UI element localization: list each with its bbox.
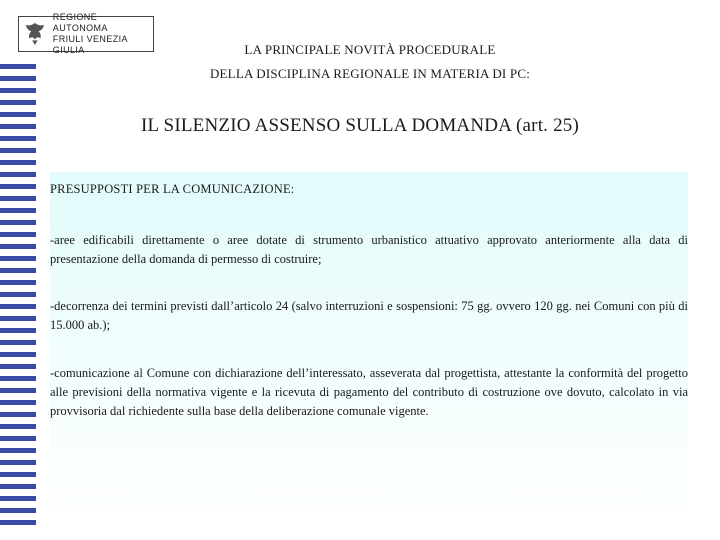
requirement-paragraph-3: -comunicazione al Comune con dichiarazione dell’interessato, asseverata dal progettista, attestante la conformità del progetto alle previsioni della normativa vigente e la ricevuta di pagamento del contributo di costruzione ove dovuto, calcolato in via provvisoria dal richiedente sulla base della deliberazione comunale vigente. bbox=[50, 366, 688, 418]
logo-line-1: REGIONE AUTONOMA bbox=[52, 12, 108, 33]
content-panel bbox=[50, 172, 688, 530]
left-stripe-decoration bbox=[0, 64, 36, 530]
requirement-paragraph-1: -aree edificabili direttamente o aree dotate di strumento urbanistico attuativo approvato anteriormente alla data di presentazione della domanda di permesso di costruire; bbox=[50, 233, 688, 266]
region-logo bbox=[18, 12, 154, 55]
logo-line-2: FRIULI VENEZIA GIULIA bbox=[52, 34, 128, 55]
page-title: IL SILENZIO ASSENSO SULLA DOMANDA (art. 25) bbox=[140, 115, 580, 136]
eagle-emblem-icon bbox=[23, 19, 47, 49]
requirement-paragraph-2: -decorrenza dei termini previsti dall’articolo 24 (salvo interruzioni e sospensioni: 75 gg. ovvero 120 gg. nei Comuni con più di 15.000 ab.); bbox=[50, 299, 688, 332]
subtitle-line-2: DELLA DISCIPLINA REGIONALE IN MATERIA DI PC: bbox=[209, 66, 531, 81]
section-heading: PRESUPPOSTI PER LA COMUNICAZIONE: bbox=[50, 182, 295, 196]
subtitle-line-1: LA PRINCIPALE NOVITÀ PROCEDURALE bbox=[244, 42, 496, 57]
